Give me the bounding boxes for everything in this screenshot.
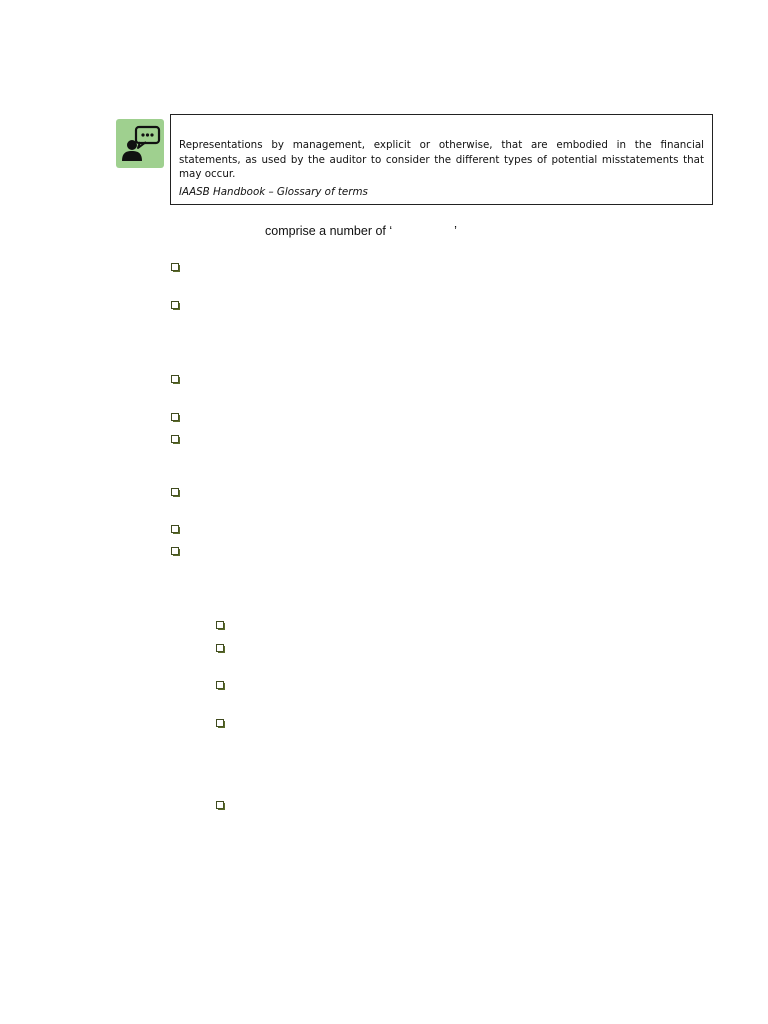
checkbox-bullet-icon: [216, 801, 225, 810]
checkbox-bullet-icon: [171, 435, 180, 444]
definition-icon-box: [116, 119, 164, 168]
checkbox-bullet-icon: [216, 644, 225, 653]
checkbox-bullet-icon: [171, 547, 180, 556]
checkbox-bullet-icon: [171, 301, 180, 310]
intro-line: [265, 224, 457, 238]
checkbox-bullet-icon: [171, 263, 180, 272]
checkbox-bullet-icon: [216, 621, 225, 630]
checkbox-bullet-icon: [216, 719, 225, 728]
person-speech-bubble-icon: [116, 119, 164, 168]
definition-text: Representations by management, explicit or otherwise, that are embodied in the financial statements, as used by the auditor to consider the different types of potential misstatements that may occur.: [179, 139, 704, 180]
definition-source: IAASB Handbook – Glossary of terms: [179, 185, 368, 198]
checkbox-bullet-icon: [171, 488, 180, 497]
intro-text: comprise a number of ‘: [265, 224, 393, 238]
checkbox-bullet-icon: [216, 681, 225, 690]
definition-box: [170, 114, 713, 205]
checkbox-bullet-icon: [171, 375, 180, 384]
checkbox-bullet-icon: [171, 525, 180, 534]
checkbox-bullet-icon: [171, 413, 180, 422]
intro-closing-quote: ’: [454, 224, 457, 238]
